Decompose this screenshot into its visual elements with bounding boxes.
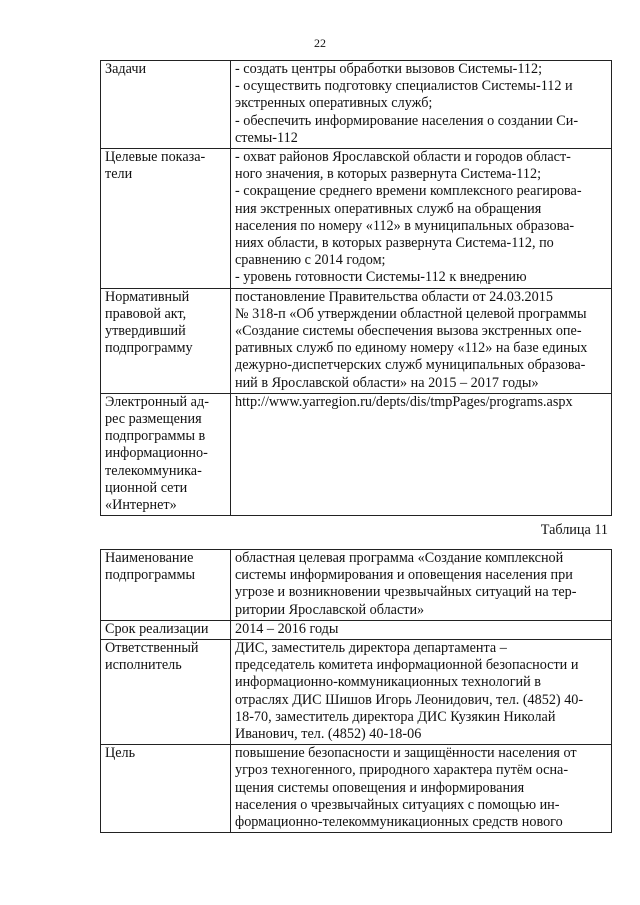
row-value-line: ного значения, в которых развернута Система-112;: [235, 166, 542, 183]
row-value-line: отраслях ДИС Шишов Игорь Леонидович, тел. (4852) 40-: [235, 691, 584, 708]
table-row: [101, 393, 612, 515]
row-label-cell: [101, 620, 231, 639]
row-value-line: угроз техногенного, природного характера путём осна-: [235, 762, 569, 779]
row-label-line: «Интернет»: [105, 497, 177, 514]
row-value-line: ний в Ярославской области» на 2015 – 2017 годы»: [235, 374, 539, 391]
row-value-line: постановление Правительства области от 24.03.2015: [235, 288, 553, 305]
row-value-cell: [231, 288, 612, 393]
row-value-line: областная целевая программа «Создание комплексной: [235, 550, 564, 566]
row-value-line: ния экстренных оперативных служб на обращения: [235, 200, 542, 217]
row-value-line: 18-70, заместитель директора ДИС Кузякин Николай: [235, 708, 556, 725]
row-value-cell: [231, 149, 612, 289]
row-value-line: населения о чрезвычайных ситуациях с помощью ин-: [235, 796, 560, 813]
row-label-cell: [101, 149, 231, 289]
table-row: [101, 640, 612, 745]
row-label-line: Задачи: [105, 61, 147, 77]
page-number: 22: [314, 36, 326, 50]
row-value-line: - сокращение среднего времени комплексного реагирова-: [235, 183, 582, 200]
row-label-line: утвердивший: [105, 323, 186, 340]
row-value-line: угрозе и возникновении чрезвычайных ситуаций на тер-: [235, 584, 577, 601]
row-label-cell: [101, 61, 231, 149]
row-value-line: населения по номеру «112» в муниципальных образова-: [235, 217, 575, 234]
table-row: [101, 745, 612, 833]
row-value-line: повышение безопасности и защищённости населения от: [235, 745, 577, 762]
table-caption: Таблица 11: [540, 522, 608, 538]
row-value-line: ративных служб по единому номеру «112» на базе единых: [235, 340, 588, 357]
row-value-line: председатель комитета информационной безопасности и: [235, 657, 579, 674]
row-value-line: Иванович, тел. (4852) 40-18-06: [235, 726, 422, 743]
row-label-line: подпрограммы: [105, 567, 195, 584]
row-label-cell: [101, 288, 231, 393]
row-label-line: правовой акт,: [105, 305, 187, 322]
row-label-line: Целевые показа-: [105, 149, 206, 166]
row-value-line: № 318-п «Об утверждении областной целевой программы: [235, 305, 587, 322]
row-label-cell: [101, 745, 231, 833]
row-value-cell: [231, 620, 612, 639]
row-label-line: Наименование: [105, 550, 194, 566]
row-value-line: - охват районов Ярославской области и городов област-: [235, 149, 571, 166]
row-value-line: 2014 – 2016 годы: [235, 620, 339, 637]
table-row: [101, 620, 612, 639]
row-value-line: - обеспечить информирование населения о создании Си-: [235, 112, 579, 129]
row-label-line: телекоммуника-: [105, 462, 202, 479]
row-value-line: информационно-коммуникационных технологий в: [235, 674, 541, 691]
table-11: [100, 549, 612, 833]
row-value-line: сравнению с 2014 годом;: [235, 252, 386, 269]
row-value-cell: [231, 61, 612, 149]
row-value-line: - уровень готовности Системы-112 к внедрению: [235, 269, 527, 286]
row-value-cell: [231, 550, 612, 621]
row-value-line: дежурно-диспетчерских служб муниципальных образова-: [235, 357, 586, 374]
row-value-line: экстренных оперативных служб;: [235, 95, 433, 112]
row-label-line: Срок реализации: [105, 620, 209, 637]
row-label-line: ционной сети: [105, 479, 188, 496]
row-value-line: ритории Ярославской области»: [235, 601, 425, 618]
row-value-cell: [231, 640, 612, 745]
row-label-line: подпрограмму: [105, 340, 193, 357]
row-value-line: ниях области, в которых развернута Система-112, по: [235, 235, 554, 252]
row-value-cell: [231, 393, 612, 515]
row-value-line: - создать центры обработки вызовов Системы-112;: [235, 61, 543, 77]
subprogram-passport-table-continued: [100, 60, 612, 516]
row-value-line: «Создание системы обеспечения вызова экстренных опе-: [235, 323, 582, 340]
table-row: [101, 61, 612, 149]
row-label-cell: [101, 393, 231, 515]
row-value-line: системы информирования и оповещения населения при: [235, 567, 573, 584]
row-label-line: тели: [105, 166, 133, 183]
row-value-line: http://www.yarregion.ru/depts/dis/tmpPages/programs.aspx: [235, 393, 573, 410]
row-value-line: стемы-112: [235, 129, 298, 146]
row-label-cell: [101, 640, 231, 745]
row-label-line: исполнитель: [105, 657, 182, 674]
row-label-line: Ответственный: [105, 640, 199, 657]
row-label-line: Электронный ад-: [105, 393, 209, 410]
row-label-line: Цель: [105, 745, 136, 762]
row-label-line: рес размещения: [105, 411, 202, 428]
table-row: [101, 288, 612, 393]
table-row: [101, 149, 612, 289]
row-label-cell: [101, 550, 231, 621]
row-label-line: Нормативный: [105, 288, 190, 305]
row-value-line: формационно-телекоммуникационных средств нового: [235, 814, 563, 831]
row-label-line: подпрограммы в: [105, 428, 206, 445]
row-value-line: щения системы оповещения и информирования: [235, 779, 525, 796]
row-label-line: информационно-: [105, 445, 208, 462]
row-value-cell: [231, 745, 612, 833]
table-row: [101, 550, 612, 621]
row-value-line: - осуществить подготовку специалистов Системы-112 и: [235, 78, 573, 95]
row-value-line: ДИС, заместитель директора департамента –: [235, 640, 507, 657]
